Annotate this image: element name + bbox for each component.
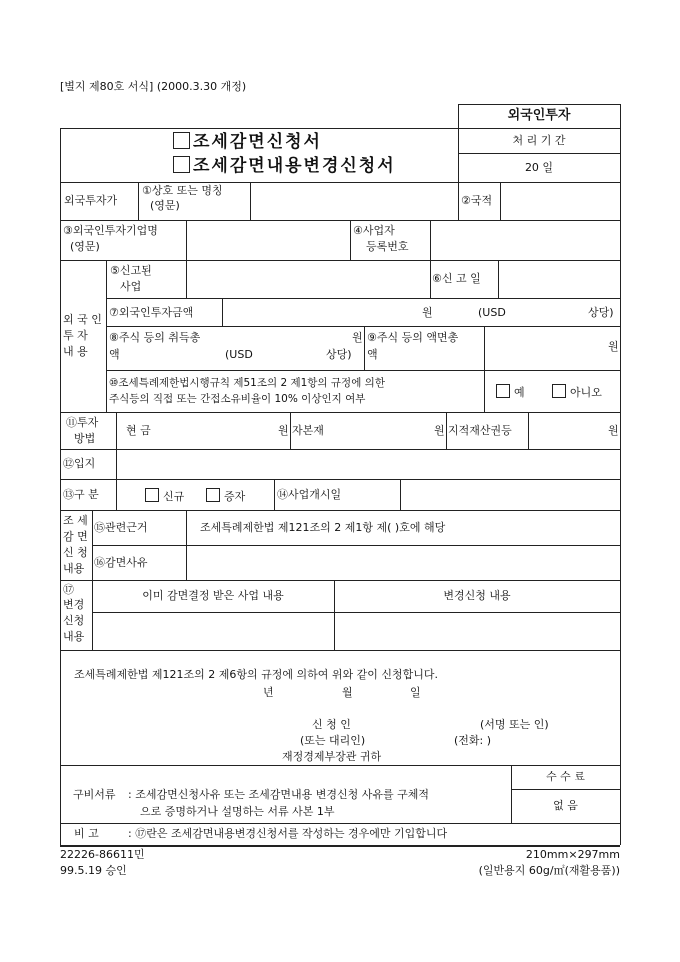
- location-input[interactable]: [117, 450, 619, 478]
- date-day: 일: [410, 686, 421, 699]
- declaration-statement: 조세특례제한법 제121조의 2 제6항의 규정에 의하여 위와 같이 신청합니다.: [74, 668, 438, 681]
- ownership-question-2: 주식등의 직접 또는 간접소유비율이 10% 이상인지 여부: [109, 393, 366, 405]
- agent-label: (또는 대리인): [300, 734, 366, 747]
- change-section-label-2: 신청: [63, 614, 85, 627]
- name-input[interactable]: [251, 183, 457, 219]
- ownership-yes-checkbox[interactable]: [496, 384, 510, 398]
- invest-amount-label: ⑦외국인투자금액: [109, 306, 194, 319]
- ip-label: 지적재산권등: [448, 424, 512, 437]
- name-label: ①상호 또는 명칭: [142, 184, 223, 197]
- title-exemption-checkbox-row[interactable]: [173, 131, 322, 153]
- start-date-label: ⑭사업개시일: [277, 488, 342, 501]
- title-change: 조세감면내용변경신청서: [193, 156, 396, 176]
- phone-label[interactable]: (전화: ): [454, 734, 492, 747]
- ownership-no-label: 아니오: [570, 386, 602, 399]
- processing-period-value: 20 일: [524, 161, 554, 174]
- ip-input[interactable]: [529, 413, 619, 448]
- reported-business-label-2: 사업: [120, 280, 142, 293]
- exempt-section-label-4: 내용: [63, 562, 85, 575]
- docs-label: 구비서류: [73, 788, 116, 801]
- face-total-label-2: 액: [367, 348, 378, 361]
- capital-goods-label: 자본재: [292, 424, 324, 437]
- cash-label: 현 금: [126, 424, 151, 437]
- title-change-checkbox[interactable]: [173, 156, 190, 173]
- type-label: ⑬구 분: [63, 488, 99, 501]
- signature-label[interactable]: (서명 또는 인): [480, 718, 549, 731]
- reported-business-input[interactable]: [187, 261, 429, 297]
- capital-goods-won: 원: [434, 424, 445, 437]
- invest-amount-usd: (USD: [478, 306, 506, 319]
- change-section-label: 변경: [63, 598, 85, 611]
- cash-input[interactable]: [184, 413, 289, 448]
- acquire-total-label-2: 액: [109, 348, 120, 361]
- title-change-checkbox-row[interactable]: [173, 155, 396, 177]
- start-date-input[interactable]: [401, 480, 619, 509]
- exempt-section-label-3: 신 청: [63, 546, 88, 559]
- invest-method-label-2: 방법: [74, 432, 96, 445]
- company-name-label: ③외국인투자기업명: [63, 224, 158, 237]
- form-category: 외국인투자: [507, 108, 571, 123]
- nationality-input[interactable]: [501, 183, 619, 219]
- remark-label: 비 고: [74, 827, 99, 840]
- prev-business-input[interactable]: [93, 613, 333, 649]
- title-exemption: 조세감면신청서: [193, 132, 322, 152]
- invest-method-label: ⑪투자: [66, 416, 99, 429]
- bizreg-input[interactable]: [431, 221, 619, 259]
- acquire-total-won: 원: [352, 331, 363, 344]
- cash-won: 원: [278, 424, 289, 437]
- company-name-label-en: (영문): [70, 240, 100, 253]
- exempt-section-label-2: 감 면: [63, 530, 88, 543]
- paper-size: 210mm×297mm: [525, 848, 620, 861]
- ownership-question: ⑩조세특례제한법시행규칙 제51조의 2 제1항의 규정에 의한: [109, 377, 385, 389]
- report-date-label: ⑥신 고 일: [432, 272, 481, 285]
- title-exemption-checkbox[interactable]: [173, 132, 190, 149]
- invest-section-label-3: 내 용: [63, 345, 88, 358]
- invest-section-label: 외 국 인: [63, 313, 102, 326]
- invest-amount-input[interactable]: [223, 299, 619, 325]
- change-request-input[interactable]: [335, 613, 619, 649]
- face-total-won: 원: [608, 340, 619, 353]
- date-month: 월: [342, 686, 353, 699]
- ip-won: 원: [608, 424, 619, 437]
- reason-label: ⑯감면사유: [94, 556, 148, 569]
- fee-label: 수 수 료: [546, 770, 585, 783]
- ownership-yes-label: 예: [514, 386, 525, 399]
- form-code: 22226-86611민: [60, 848, 145, 861]
- invest-amount-won: 원: [422, 306, 433, 319]
- name-label-en: (영문): [150, 199, 180, 212]
- change-section-number: ⑰: [63, 583, 74, 596]
- type-increase-option[interactable]: [206, 488, 245, 504]
- report-date-input[interactable]: [499, 261, 619, 297]
- basis-text[interactable]: 조세특례제한법 제121조의 2 제1항 제( )호에 해당: [200, 521, 446, 534]
- invest-section-label-2: 투 자: [63, 329, 88, 342]
- addressee: 재정경제부장관 귀하: [282, 750, 382, 763]
- acquire-total-label: ⑧주식 등의 취득총: [109, 331, 201, 344]
- bizreg-label: ④사업자: [353, 224, 395, 237]
- type-new-checkbox[interactable]: [145, 488, 159, 502]
- capital-goods-input[interactable]: [330, 413, 445, 448]
- acquire-total-usd: (USD: [225, 348, 253, 361]
- applicant-label: 신 청 인: [312, 718, 351, 731]
- ownership-no-option[interactable]: [552, 384, 602, 400]
- face-total-label: ⑨주식 등의 액면총: [367, 331, 459, 344]
- approval-date: 99.5.19 승인: [60, 864, 127, 877]
- location-label: ⑫입지: [63, 457, 96, 470]
- company-name-input[interactable]: [187, 221, 349, 259]
- remark-text: : ⑰란은 조세감면내용변경신청서를 작성하는 경우에만 기입합니다: [128, 827, 448, 840]
- face-total-input[interactable]: [485, 327, 619, 369]
- bizreg-label-2: 등록번호: [366, 240, 409, 253]
- processing-period-label: 처 리 기 간: [512, 134, 566, 147]
- form-reference: [별지 제80호 서식] (2000.3.30 개정): [60, 80, 247, 93]
- acquire-total-equiv: 상당): [326, 348, 352, 361]
- invest-amount-equiv: 상당): [588, 306, 614, 319]
- ownership-yes-option[interactable]: [496, 384, 525, 400]
- type-new-option[interactable]: [145, 488, 184, 504]
- nationality-label: ②국적: [461, 194, 493, 207]
- type-new-label: 신규: [163, 490, 185, 503]
- basis-label: ⑮관련근거: [94, 521, 148, 534]
- reported-business-label: ⑤신고된: [110, 264, 152, 277]
- date-year: 년: [263, 686, 274, 699]
- paper-type: (일반용지 60g/㎡(재활용품)): [478, 864, 620, 877]
- reason-input[interactable]: [187, 546, 619, 579]
- investor-label: 외국투자가: [64, 194, 118, 207]
- fee-value: 없 음: [553, 799, 578, 812]
- ownership-no-checkbox[interactable]: [552, 384, 566, 398]
- type-increase-checkbox[interactable]: [206, 488, 220, 502]
- prev-business-header: 이미 감면결정 받은 사업 내용: [142, 589, 284, 602]
- type-increase-label: 증자: [224, 490, 246, 503]
- docs-text: : 조세감면신청사유 또는 조세감면내용 변경신청 사유를 구체적: [128, 788, 429, 801]
- docs-text-2: 으로 증명하거나 설명하는 서류 사본 1부: [140, 805, 335, 818]
- exempt-section-label: 조 세: [63, 514, 88, 527]
- change-request-header: 변경신청 내용: [443, 589, 511, 602]
- change-section-label-3: 내용: [63, 630, 85, 643]
